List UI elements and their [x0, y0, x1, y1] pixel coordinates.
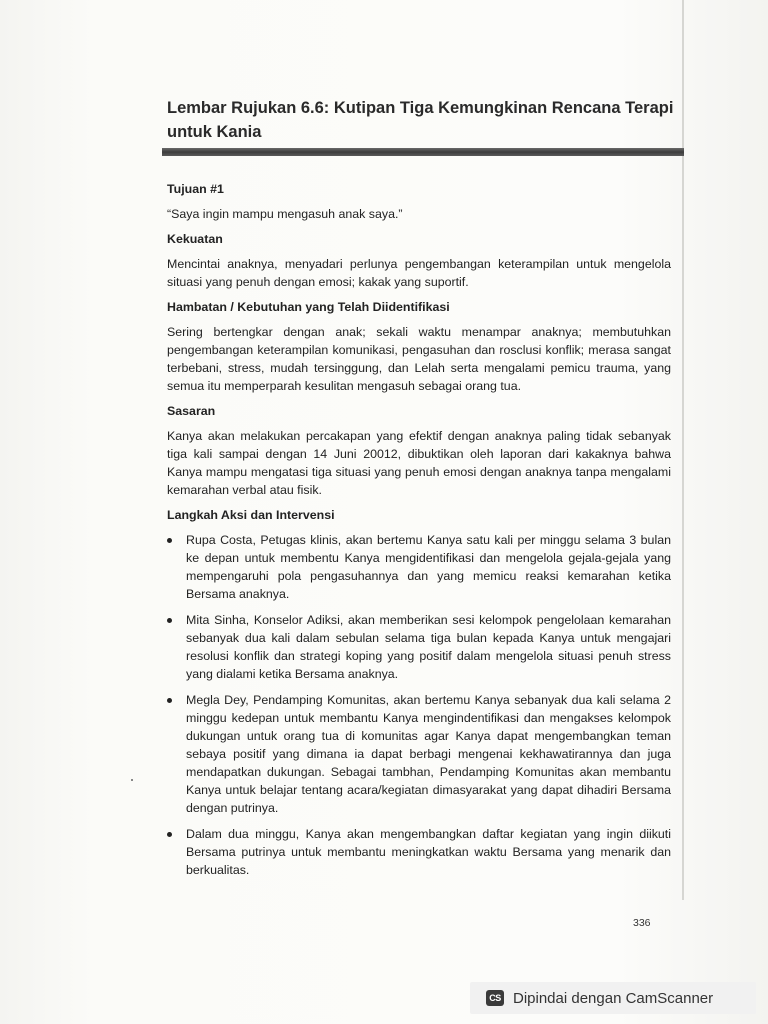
barriers-text: Sering bertengkar dengan anak; sekali waktu menampar anaknya; membutuhkan pengembangan keterampilan komunikasi, pengasuhan dan rosclusi konflik; merasa sangat terbebani, stress, mudah tersinggung, dan Lelah serta mengalami pemicu trauma, yang semua itu memperparah kesulitan mengasuh sebagai orang tua.	[167, 325, 671, 393]
page-title: Lembar Rujukan 6.6: Kutipan Tiga Kemungkinan Rencana Terapi untuk Kania	[167, 99, 674, 141]
page-number: 336	[633, 917, 651, 929]
strengths-heading: Kekuatan	[167, 232, 223, 246]
actions-heading: Langkah Aksi dan Intervensi	[167, 508, 335, 522]
barriers-heading: Hambatan / Kebutuhan yang Telah Diidentifikasi	[167, 300, 450, 314]
strengths-text: Mencintai anaknya, menyadari perlunya pengembangan keterampilan untuk mengelola situasi yang penuh dengan emosi; kakak yang suportif.	[167, 257, 671, 289]
scan-speck	[131, 779, 133, 781]
bullet-icon	[167, 618, 172, 623]
target-text: Kanya akan melakukan percakapan yang efektif dengan anaknya paling tidak sebanyak tiga kali sampai dengan 14 Juni 20012, dibuktikan oleh laporan dari kakaknya bahwa Kanya mampu mengatasi tiga situasi yang penuh emosi dengan anaknya tanpa mengalami kemarahan verbal atau fisik.	[167, 429, 671, 497]
action-text: Dalam dua minggu, Kanya akan mengembangkan daftar kegiatan yang ingin diikuti Bersama putrinya untuk membantu meningkatkan waktu Bersama yang menarik dan berkualitas.	[186, 827, 671, 877]
camscanner-logo-icon: CS	[486, 990, 504, 1006]
goal-quote: “Saya ingin mampu mengasuh anak saya.”	[167, 207, 403, 221]
target-heading: Sasaran	[167, 404, 216, 418]
list-item	[167, 691, 671, 817]
title-divider	[162, 148, 684, 156]
camscanner-banner	[470, 982, 756, 1014]
page-edge-shadow	[682, 0, 684, 900]
bullet-icon	[167, 698, 172, 703]
list-item	[167, 825, 671, 879]
bullet-icon	[167, 832, 172, 837]
goal-heading: Tujuan #1	[167, 182, 224, 196]
bullet-icon	[167, 538, 172, 543]
camscanner-text: Dipindai dengan CamScanner	[513, 989, 714, 1007]
action-text: Megla Dey, Pendamping Komunitas, akan bertemu Kanya sebanyak dua kali selama 2 minggu kedepan untuk membantu Kanya mengindentifikasi dan mengakses kelompok dukungan untuk orang tua di komunitas agar Kanya dapat mengembangkan teman sebaya positif yang dimana ia dapat berbagi mengenai kekhawatirannya dan juga mendapatkan dukungan. Sebagai tambhan, Pendamping Komunitas akan membantu Kanya untuk belajar tentang acara/kegiatan dimasyarakat yang dapat dihadiri Bersama dengan putrinya.	[186, 693, 671, 815]
action-text: Rupa Costa, Petugas klinis, akan bertemu Kanya satu kali per minggu selama 3 bulan ke depan untuk membentu Kanya mengidentifikasi dan mengelola gejala-gejala yang mempengaruhi pola pengasuhannya dan yang memicu reaksi kemarahan ketika Bersama anaknya.	[186, 533, 671, 601]
list-item	[167, 611, 671, 683]
list-item	[167, 531, 671, 603]
action-text: Mita Sinha, Konselor Adiksi, akan memberikan sesi kelompok pengelolaan kemarahan sebanyak dua kali dalam sebulan selama tiga bulan kepada Kanya untuk mengajari resolusi konflik dan strategi koping yang positif dalam mengelola situasi penuh stress yang dialami ketika Bersama anaknya.	[186, 613, 671, 681]
document-body	[167, 180, 671, 887]
actions-list	[167, 531, 671, 879]
